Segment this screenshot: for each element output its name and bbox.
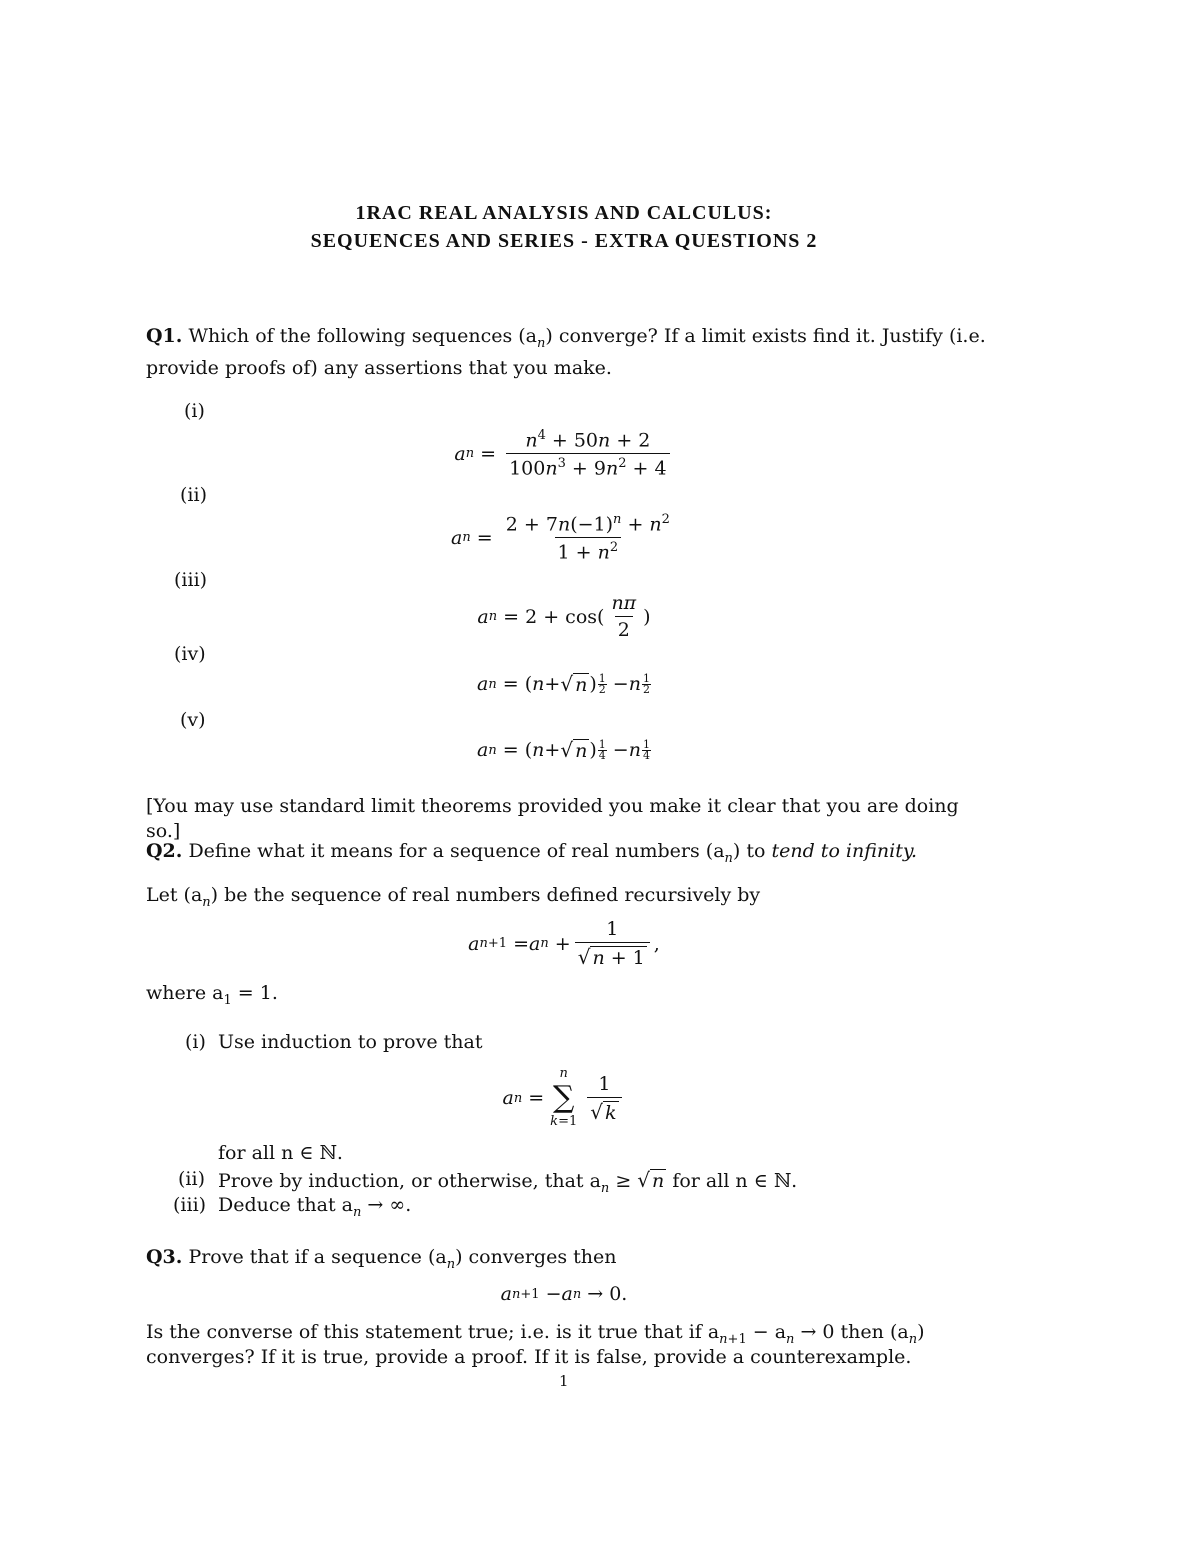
q3-converse-line1: Is the converse of this statement true; i.e. is it true that if $a_{n+1} - a_n \to 0$ then $(a_n)$ — [146, 1321, 925, 1347]
q1-item-ii-label: (ii) — [180, 484, 207, 506]
document-title-line2: SEQUENCES AND SERIES - EXTRA QUESTIONS 2 — [310, 230, 818, 252]
q1-item-i-equation: a n = $\frac{n^4 + 50n + 2}{100n^3 + 9n^2 + 4}$ — [0, 428, 1128, 480]
q2-let-sentence: Let $(a_n)$ be the sequence of real numbers defined recursively by — [146, 884, 761, 910]
q1-item-ii-equation: a n = $\frac{2 + 7n(-1)^n + n^2}{1 + n^2}$ — [451, 512, 670, 564]
q1-item-iii-label: (iii) — [174, 569, 208, 591]
q1-item-iv-equation: a n = ( n + √ n ) 1 2 − n 1 2 — [477, 671, 650, 696]
document-title-line1: 1RAC REAL ANALYSIS AND CALCULUS: — [355, 202, 773, 224]
q1-item-iii-equation: a n = 2 + cos( $\frac{n\pi}{2}$ ) — [477, 592, 651, 641]
q1-note: [You may use standard limit theorems provided you make it clear that you are doing so.] — [146, 795, 959, 842]
q3-converse-line2: converges? If it is true, provide a proof. If it is false, provide a counterexample. — [146, 1346, 912, 1368]
q2-part-iii-label: (iii) — [173, 1194, 207, 1216]
q1-paragraph — [146, 324, 986, 381]
q2-part-i-text: Use induction to prove that — [218, 1031, 483, 1053]
q1-item-v-label: (v) — [180, 709, 206, 731]
q2-recursion-equation: a n+1 = a n + 1 √ n + 1 , — [468, 918, 660, 969]
q2-part-ii-text: Prove by induction, or otherwise, that $a_n$ ≥ √ n for all n ∈ ℕ. — [218, 1168, 798, 1196]
q1-text: Which of the following sequences $(a_n)$ converge? If a limit exists find it. Justify (i.e. provide proofs of) any assertions that you make. — [146, 325, 986, 379]
q2-part-i-label: (i) — [185, 1031, 206, 1053]
q3-difference-equation: a n+1 − a n → 0. — [500, 1283, 628, 1305]
q2-label: Q2. — [146, 840, 183, 862]
q3-statement: Q3. Prove that if a sequence $(a_n)$ converges then — [146, 1246, 617, 1272]
page-number: 1 — [559, 1372, 569, 1390]
q1-item-i-label: (i) — [184, 400, 205, 422]
q2-part-ii-label: (ii) — [178, 1168, 205, 1190]
q2-part-iii-text: Deduce that $a_n$ → ∞. — [218, 1194, 412, 1220]
q2-part-i-tail: for all n ∈ ℕ. — [218, 1142, 343, 1164]
q1-label: Q1. — [146, 325, 183, 347]
q1-item-v-equation: a n = ( n + √ n ) 1 4 − n 1 4 — [477, 737, 650, 762]
q1-item-iv-label: (iv) — [174, 643, 206, 665]
q2-initial-condition: where $a_1 = 1$. — [146, 982, 278, 1008]
q2-sum-equation: a n = n ∑ k=1 1 √ k — [0, 1066, 1128, 1130]
q2-definition: Q2. Define what it means for a sequence of real numbers $(a_n)$ to tend to infinity. — [146, 840, 918, 866]
q3-label: Q3. — [146, 1246, 183, 1268]
